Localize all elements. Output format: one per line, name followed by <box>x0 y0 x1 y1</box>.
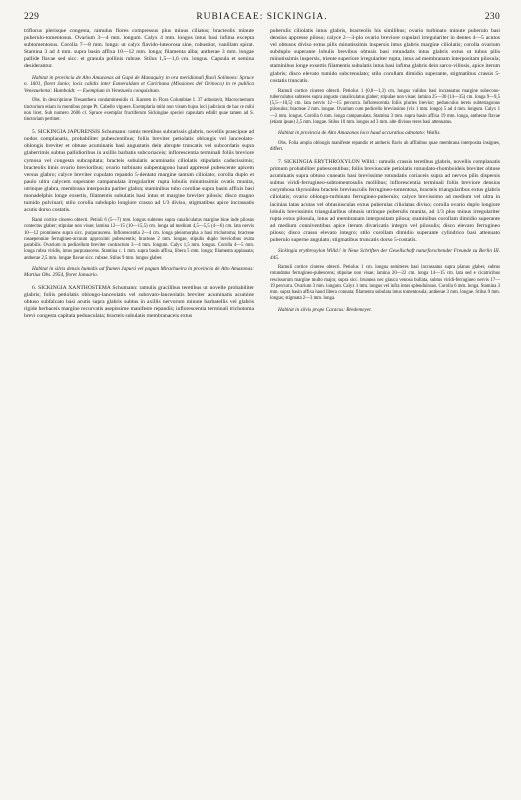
right-column-paragraph: Ramuli cortice cinereo obtecti. Petiolus 1 (0,8—1,3) cm. longus validus basi incrassatus margine subecono-tuberculatus subteres supra angusto canaliculatus glaber; stipulae non visae; lamina 25—30 (14—35) cm. longa 9—9,5 (5,5—10,5) cm. lata nervis 12—15 percurra. Inflorescentia foliis pluries brevior; pedunculus tereis subtetragonus pilosulus; bracteae 2 mm. longae. Ovarium cum pedicello breviusimo (vix 1 mm. longo) 5 ad 4 mm. longum. Calyx 1—2 mm. longus. Corolla 6 mm. longa campanulata. Stamina 3 mm. supra basin affixa 19 mm. longa, antherae flavae (etiam ipsae) 2,5 mm. longae. Stilus 10 mm. longus ad 3 mm. alte divisus teres basi attenuatus. <box>270 88 500 125</box>
right-column-paragraph: Sickingia erythroxylon Willd.! in Neue Schriften der Gesellschaft naturforschender Freunde zu Berlin III. 445. <box>270 248 500 261</box>
left-column-paragraph: Habitat in provincia de Alto Amazonas ad Gapó de Manaquiry in ora meridionali fluvii Solimoes: Spruce n. 1601, floret Junio; locis calidis inter Esmeraldam et Carichana (Missiones del Orinoco) in re publica Venezuelensi: Humboldt. — Exemplum in Venezuela conquisitum. <box>24 74 254 94</box>
left-column-paragraph: Habitat in silvis densis humidis ad flumen Japurá vel pagum Mirachaeira in provincia de Alto Amazonas: Martius Obs. 2954, floret Januario. <box>24 265 254 279</box>
right-column-paragraph: Habitat in provincia de Alto Amazonas loco haud accuratius adnotato: Wallis. <box>278 129 441 136</box>
left-column-paragraph: triflorus plerisque congesta, ramulus flores compressus plus minus ciliatus; bracteolis minute puberulo-tomentosus. Ovarium 3—4 mm. longum. Calyx 4 mm. longus intus basi infima excepta subtomentosus. Corolla 7—8 mm. longa: ut calyx flavido-luteorosa sine, robustior, vanillam spirat. Stamina 3 ad 4 mm. supra basin affixa 10—12 mm. longa; filamenta alba; antherae 3 mm. longae pallide flavae sed sicc. et granula pollinis rubrae. Stilus 1,5—1,6 cm. longus. Capsula et semina desiderantur. <box>24 28 254 70</box>
right-column-paragraph: Obs. Folia ampla oblongis manifeste repandis et antheris flavis ab affinibus quae membrana interposita insignes, differt. <box>270 140 500 152</box>
right-column <box>270 28 500 788</box>
left-column-paragraph: Obs. In descriptione Tresanthera condamineoidis cl. Karsten in Flora Columbiae I. 37 adnotavit, Macrocnemum tinctorium etiam in montibus prope Pt. Cabello viguere. Exemplaria mihi non visum hujus loci judicium de hac re mihi non licet. Sub numero 2606 cl. Spruce exemplar fructiferum Sickingiae speciei capsulam edidit quae tamen ad S. tinctoriam pertinet. <box>24 98 254 122</box>
left-column-paragraph: Rami cortice cinereo obtecti. Petioli 6 (5—7) mm. longus subteres supra canaliculatus margine bine inde pilosus contectus glaber; stipulae non visae; lamina 12—15 (10—15,5) cm. longa ad medium 4,5—5,5 (4—6) cm. lata nervis 10—12 prominens supra sicc. purpurascens. Inflorescentia 2—4 cm. longa pleiomorpha a basi trichotoma; bracteae rasaepenniae ferrugineo-arcuum approximi pubescentis; bracteae 2 mm. longae, stipulis duplo breviorbus ovata parabilis. Ovarium in pedicellum breviter contractum 3—4 mm. longum. Calyx 1,5 mm. longus. Corolla 4—5 mm. longa rubra viridis, intus purpurascens. Stamina c. 1 mm. supra basin affixa, libera 5 mm. longa; filamenta applanata; antherae 2,5 mm. longae flavae sicc. rubrae. Stilus 9 mm. longus glaber. <box>24 218 254 261</box>
right-column-paragraph: Habitat in silvis prope Caracas: Bredemeyer. <box>278 306 372 313</box>
left-column-paragraph: 5. SICKINGIA JAPURENSIS Schumann: ramis teretibus subrarissis glabris, novellis praecipue ad nodos complanatis, probabiliter pubescentibus; foliis breviter petiolatis oblongis vel lanceolato-oblongis breviter et obtuse acuminatis basi angustatis dein abrupte truncatis vel subcordatis supra glaberrimis subtus pallidioribus in axillis barbatis subcoriaceis; inflorescentia terminali foliis breviore cymosa vel congesta subcapitata; bracteis subulatis acuminatis ciliolatis stipulatis caducissimis; bracteolis binis ovario brevioribus; ovario turbinato subpentagono haud appressé pubescente apicem versus glabro; calyce breviter cupulato repando 5-dentato margine tantum ciliolato; corolla duplo et paulo ultra calycem superante campanulata irregulariter rupta lobulis minutissimis ovatis munita, utrinque glabra, membrana interposita pariter glabra; staminibus tubo corollae supra basin affixis basi monadelphis longe exsertis, filamentis subulatis basi intus et margine breviter pilosis; disco magno tumido pulvinari; stilo corolla subduplo longiore crasso ad 1/3 diviso, stigmatibus apice incrassatis acutis dorso costatis. <box>24 129 254 214</box>
running-title: RUBIACEAE: SICKINGIA. <box>196 12 328 22</box>
right-column-paragraph: puberulis ciliolatis intus glabris, bracteolis his similibus; ovario turbinato minute puberulo basi densius appresse piloso; calyce 2—3-plo ovario breviore cupulari irregulariter in dentes 4—5 acutos vel obtusos diviso extus pilis minutissimis inspersis intus glabris margine ciliolatis; corolla ovarium subduplo superante lobulis brevibus obtusis basi rotundatis intus glabris extus ut tubus pilis minutissimis inspersis, triente superiore irregulariter rupta, intus ad membranam interpositam pilosula; staminibus longe exsertis filamentis subulatis intus basi infima glabris dein sarco-villosis, apice iterum glabris; disco elevato tumido subcrenulato; stilo corollam dimidio superante, stigmatibus crassis 5-costatis truncatis. <box>270 28 500 84</box>
left-column <box>24 28 254 788</box>
left-column-paragraph: 6. SICKINGIA XANTHOSTEMA Schumann: ramulis gracilibus teretibus ut novelle probabiliter glabris; foliis petiolatis oblongo-lanceolatis vel subovato-lanceolatis breviter acuminatis acumine obtuso subfalcato basi acutis supra glabris subtus in axillis nervorum minute barbatellis vel glabris rigide herbaceis margine recurvatis asepissime manifeste repandis; inflorescentia terminali trichotoma brevi congesta capitata pedunculata; bracteis subulatis membranaceis extus <box>24 284 254 320</box>
right-column-paragraph: Ramuli cortice cinereo obtecti. Petiolus 1 cm. longus semiteres basi incrassatus supra planus glaber, subtus rotundatus ferrugineo-pubescens; stipulae non visae; lamina 20—22 cm. longa 14—15 cm. lata sed e cicatricibus rescissorum margine multo major, supra sicc. brunnea nec glauca venosa bullata, subtus viridi-ferrugineo nervis 17—19 percurra. Ovarium 3 mm. longum. Calyx 1 mm. longus vel infra intus splendulosus. Corolla 6 mm. longa. Stamina 3 mm. supra basin affixa haud libera connata; filamenta subulata intus tomentosula; antherae 3 mm. longae. Stilus 9 mm. longus; stigmata 2—3 mm. longa. <box>270 265 500 302</box>
page-number-right: 230 <box>484 12 500 22</box>
page-number-left: 229 <box>24 12 40 22</box>
right-column-paragraph: 7. SICKINGIA ERYTHROXYLON Willd.: ramulis crassis teretibus glabris, novellis complanatis primum probabiliter pubescentibus; foliis breviuscule petiolatis rotundato-rhomboideis breviter obtuse acuminatis supra obtuso cuneatis basi brevissime rotundatis coriaceis supra ad nervos pilis dispersis subtus viridi-ferrugineo-subtomentosulis mollibus; inflorescentia terminali foliis breviore densius corymbosa thyrsoidea bracteis breviusculis ferrugineo-tomentosa, bracteis triangularibus extus glabris ciliolatis; ovario oblongo-turbinato ferrugineo-puberulo; calyce brevissimo ad medium vel ultra in lacinias latas acutas vel obtusiusculas extus puberulas ciliolatas diviso; corolla ovario duplo longiore lobulis brevissimis triangularibus obtusis utrinque puberulis munita, ad 1/3 plus minus irregulariter rupta extus pilosula, intus ad membranam interpositam pilosa; staminibus corollam dimidio superante ad medium conniventibus apice iterum divaricatis integro vel pilosulis; disco elevato ferrugineo piloso; disco crasso elevato integro; stilo corollam dimidio superante cylindrico basi attenuato puberulo superne angulato; stigmatibus truncatis dorso 5-costatis. <box>270 158 500 243</box>
running-header <box>24 12 500 26</box>
